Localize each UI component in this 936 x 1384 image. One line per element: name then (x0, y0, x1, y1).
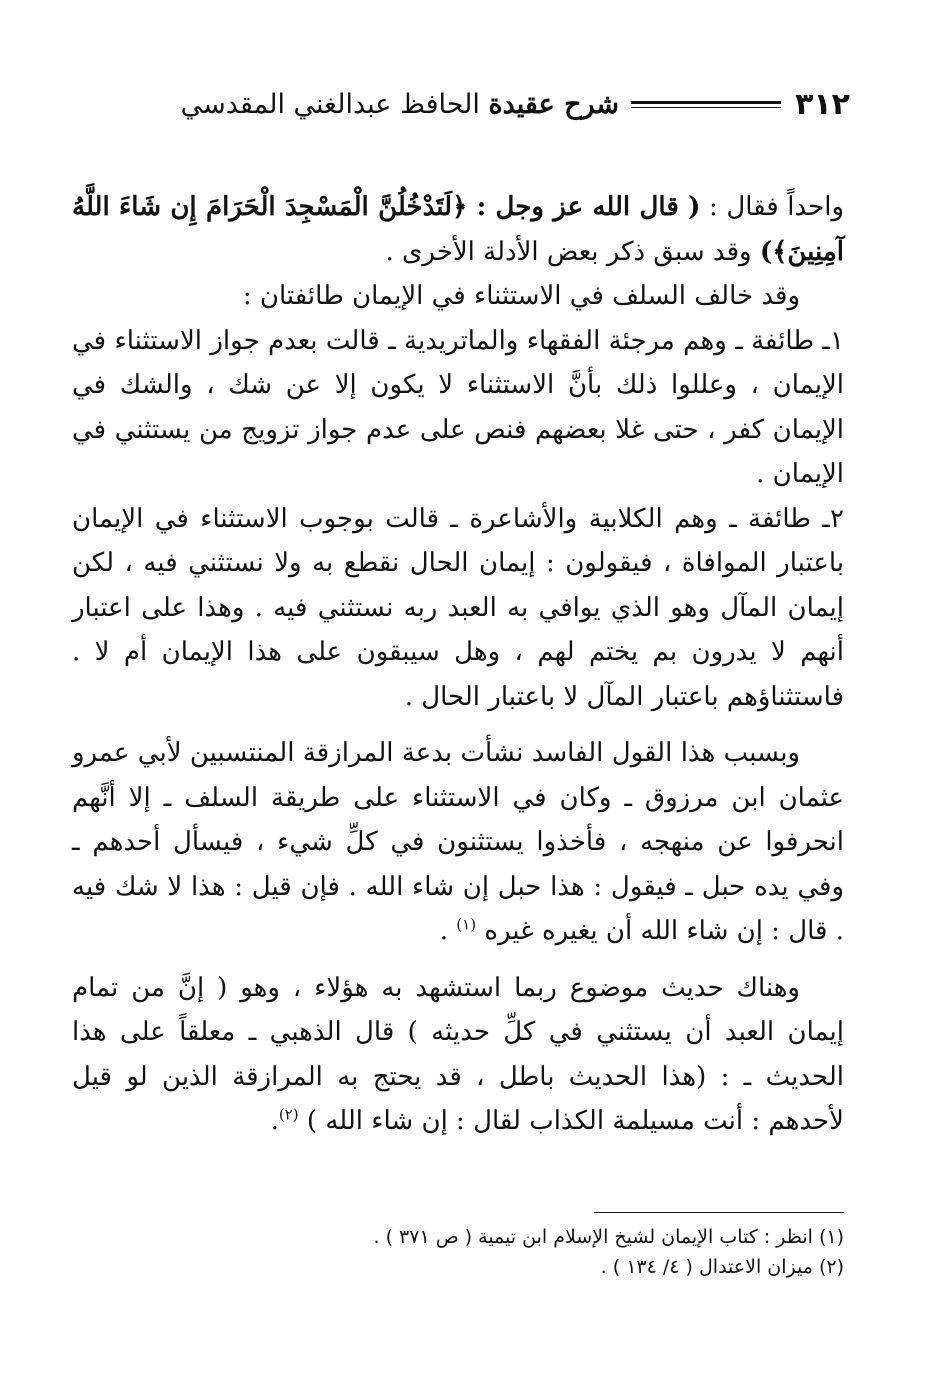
paragraph-5-end: . (439, 916, 449, 946)
paragraph-4: ٢ـ طائفة ـ وهم الكلابية والأشاعرة ـ قالت بوجوب الاستثناء في الإيمان باعتبار الموافاة ، فيقولون : إيمان الحال نقطع به ولا نستثني فيه ، لكن إيمان المآل وهو الذي يوافي به العبد ربه نستثني فيه . وهذا على اعتبار أنهم لا يدرون بم يختم لهم ، وهل سيبقون على هذا الإيمان أم لا . فاستثناؤهم باعتبار المآل لا باعتبار الحال . (72, 503, 844, 712)
body-text (72, 185, 844, 1144)
footnote-ref-1: (١) (456, 915, 477, 934)
running-title-rest: الحافظ عبدالغني المقدسي (180, 88, 480, 120)
running-header (40, 82, 850, 126)
paragraph-5-text: وبسبب هذا القول الفاسد نشأت بدعة المرازقة المنتسبين لأبي عمرو عثمان ابن مرزوق ـ وكان في الاستثناء على طريقة السلف ـ إلا أنَّهم انحرفوا عن منهجه ، فأخذوا يستثنون في كلِّ شيء ، فيسأل أحدهم ـ وفي يده حبل ـ فيقول : هذا حبل إن شاء الله . فإن قيل : هذا لا شك فيه . قال : إن شاء الله أن يغيره غيره (72, 738, 844, 946)
quran-quote: ( قال الله عز وجل : ﴿لَتَدْخُلُنَّ الْمَسْجِدَ الْحَرَامَ إِن شَاءَ اللَّهُ آمِنِينَ﴾) (72, 192, 844, 267)
footnote-2: (٢) ميزان الاعتدال ( ٤/ ١٣٤ ) . (600, 1256, 844, 1278)
footnotes (200, 1222, 844, 1282)
paragraph-3: ١ـ طائفة ـ وهم مرجئة الفقهاء والماتريدية ـ قالت بعدم جواز الاستثناء في الإيمان ، وعللوا ذلك بأنَّ الاستثناء لا يكون إلا عن شك ، والشك في الإيمان كفر ، حتى غلا بعضهم فنص على عدم جواز تزويج من يستثني في الإيمان . (72, 325, 845, 489)
paragraph-2: وقد خالف السلف في الاستثناء في الإيمان طائفتان : (242, 281, 800, 311)
paragraph-1-lead: واحداً فقال : (708, 192, 845, 222)
running-title (181, 89, 619, 120)
paragraph-1 (72, 185, 844, 274)
page-number: ٣١٢ (795, 86, 850, 122)
paragraph-6-text: وهناك حديث موضوع ربما استشهد به هؤلاء ، وهو ( إنَّ من تمام إيمان العبد أن يستثني في كلِّ حديثه ) قال الذهبي ـ معلقاً على هذا الحديث ـ : (هذا الحديث باطل ، قد يحتج به المرازقة الذين لو قيل لأحدهم : أنت مسيلمة الكذاب لقال : إن شاء الله ) (72, 972, 844, 1136)
paragraph-5 (72, 731, 844, 954)
paragraph-6 (72, 966, 844, 1144)
running-title-bold: شرح عقيدة (488, 88, 620, 120)
footnote-1: (١) انظر : كتاب الإيمان لشيخ الإسلام ابن تيمية ( ص ٣٧١ ) . (373, 1226, 844, 1248)
footnote-divider (594, 1212, 844, 1213)
header-rule (631, 101, 781, 108)
paragraph-6-end: . (270, 1106, 279, 1136)
paragraph-1-tail: وقد سبق ذكر بعض الأدلة الأخرى . (385, 236, 752, 267)
footnote-ref-2: (٢) (278, 1105, 299, 1124)
